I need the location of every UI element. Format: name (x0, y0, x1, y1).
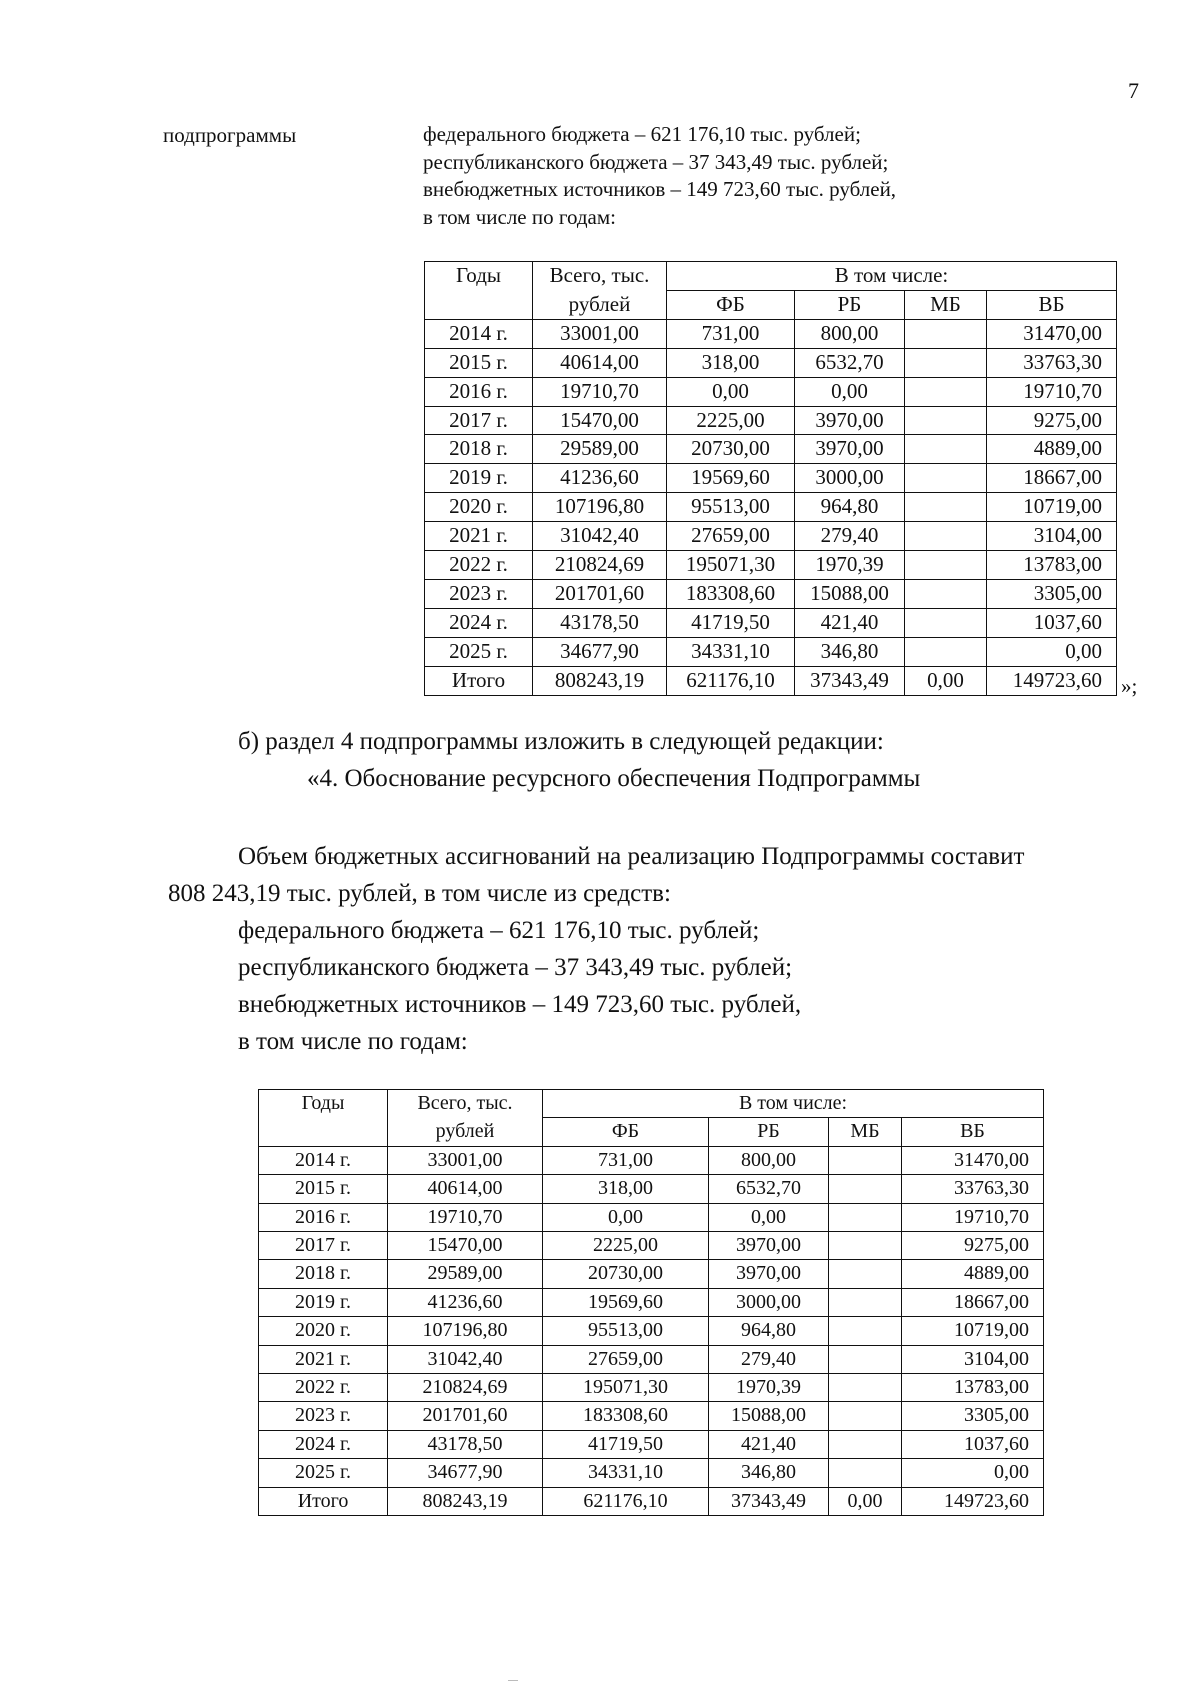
cell-vb: 13783,00 (987, 551, 1117, 580)
cell-rb: 421,40 (795, 608, 905, 637)
cell-total: 19710,70 (388, 1203, 543, 1231)
cell-mb (829, 1402, 902, 1430)
cell-mb (829, 1260, 902, 1288)
paragraph-line: внебюджетных источников – 149 723,60 тыс. рублей, (238, 991, 802, 1018)
table-row (425, 464, 1117, 493)
cell-fb: 27659,00 (543, 1345, 709, 1373)
header-mb: МБ (829, 1118, 902, 1146)
cell-rb: 6532,70 (795, 348, 905, 377)
header-fb: ФБ (543, 1118, 709, 1146)
cell-vb: 0,00 (987, 637, 1117, 666)
cell-rb: 37343,49 (709, 1487, 829, 1515)
table-row (259, 1232, 1044, 1260)
cell-vb: 4889,00 (902, 1260, 1044, 1288)
cell-year: 2022 г. (425, 551, 533, 580)
table-row (259, 1487, 1044, 1515)
cell-year: 2017 г. (425, 406, 533, 435)
cell-vb: 13783,00 (902, 1374, 1044, 1402)
cell-year: Итого (425, 666, 533, 695)
cell-total: 40614,00 (388, 1175, 543, 1203)
cell-total: 41236,60 (388, 1288, 543, 1316)
table-row (259, 1288, 1044, 1316)
paragraph-line: республиканского бюджета – 37 343,49 тыс. рублей; (238, 954, 793, 981)
cell-year: 2021 г. (425, 522, 533, 551)
cell-year: 2021 г. (259, 1345, 388, 1373)
cell-mb (829, 1232, 902, 1260)
cell-rb: 6532,70 (709, 1175, 829, 1203)
cell-mb (829, 1288, 902, 1316)
funding-table-section4 (258, 1089, 1044, 1516)
cell-rb: 0,00 (795, 377, 905, 406)
cell-mb (905, 377, 987, 406)
funding-summary-top (423, 121, 896, 231)
table-row (425, 551, 1117, 580)
section-b-instruction: б) раздел 4 подпрограммы изложить в следующей редакции: (238, 728, 884, 755)
cell-rb: 0,00 (709, 1203, 829, 1231)
cell-fb: 2225,00 (543, 1232, 709, 1260)
cell-vb: 3104,00 (902, 1345, 1044, 1373)
cell-fb: 0,00 (543, 1203, 709, 1231)
cell-vb: 0,00 (902, 1459, 1044, 1487)
cell-total: 33001,00 (533, 319, 667, 348)
cell-fb: 318,00 (543, 1175, 709, 1203)
cell-fb: 19569,60 (667, 464, 795, 493)
cell-mb (905, 435, 987, 464)
table-row (425, 579, 1117, 608)
cell-rb: 421,40 (709, 1430, 829, 1458)
table-row (259, 1175, 1044, 1203)
cell-fb: 95513,00 (667, 493, 795, 522)
cell-year: 2024 г. (259, 1430, 388, 1458)
cell-year: 2025 г. (259, 1459, 388, 1487)
cell-mb (829, 1203, 902, 1231)
cell-rb: 1970,39 (709, 1374, 829, 1402)
cell-rb: 3000,00 (709, 1288, 829, 1316)
cell-mb (905, 637, 987, 666)
paragraph-line: Объем бюджетных ассигнований на реализацию Подпрограммы составит (238, 843, 1025, 870)
cell-fb: 41719,50 (667, 608, 795, 637)
cell-mb: 0,00 (905, 666, 987, 695)
cell-rb: 800,00 (709, 1146, 829, 1174)
cell-year: 2018 г. (259, 1260, 388, 1288)
cell-total: 31042,40 (533, 522, 667, 551)
cell-fb: 41719,50 (543, 1430, 709, 1458)
cell-mb (829, 1459, 902, 1487)
table-header-row (425, 262, 1117, 291)
paragraph-line: федерального бюджета – 621 176,10 тыс. рублей; (238, 917, 760, 944)
cell-vb: 10719,00 (902, 1317, 1044, 1345)
cell-rb: 3970,00 (795, 406, 905, 435)
table-row (425, 522, 1117, 551)
cell-year: 2016 г. (259, 1203, 388, 1231)
summary-line: федерального бюджета – 621 176,10 тыс. рублей; (423, 122, 861, 146)
cell-mb: 0,00 (829, 1487, 902, 1515)
table-row (259, 1203, 1044, 1231)
cell-total: 210824,69 (533, 551, 667, 580)
cell-rb: 3970,00 (709, 1260, 829, 1288)
cell-year: 2016 г. (425, 377, 533, 406)
cell-total: 43178,50 (533, 608, 667, 637)
table-row (425, 666, 1117, 695)
cell-mb (905, 493, 987, 522)
cell-vb: 149723,60 (902, 1487, 1044, 1515)
header-including: В том числе: (543, 1090, 1044, 1118)
table-row (425, 435, 1117, 464)
cell-year: 2019 г. (425, 464, 533, 493)
cell-total: 34677,90 (388, 1459, 543, 1487)
cell-fb: 183308,60 (667, 579, 795, 608)
cell-mb (829, 1345, 902, 1373)
cell-year: 2020 г. (259, 1317, 388, 1345)
cell-year: 2023 г. (259, 1402, 388, 1430)
budget-paragraph (168, 838, 1138, 1060)
cell-total: 40614,00 (533, 348, 667, 377)
header-rb: РБ (795, 290, 905, 319)
cell-fb: 318,00 (667, 348, 795, 377)
header-including: В том числе: (667, 262, 1117, 291)
table-row (425, 319, 1117, 348)
cell-year: 2018 г. (425, 435, 533, 464)
cell-year: 2015 г. (425, 348, 533, 377)
cell-rb: 346,80 (709, 1459, 829, 1487)
header-years: Годы (259, 1090, 388, 1147)
cell-total: 210824,69 (388, 1374, 543, 1402)
cell-fb: 34331,10 (667, 637, 795, 666)
table-row (259, 1146, 1044, 1174)
cell-total: 201701,60 (533, 579, 667, 608)
cell-rb: 346,80 (795, 637, 905, 666)
table-row (425, 637, 1117, 666)
table-row (259, 1345, 1044, 1373)
cell-vb: 3305,00 (987, 579, 1117, 608)
cell-mb (905, 406, 987, 435)
cell-year: 2014 г. (425, 319, 533, 348)
cell-total: 201701,60 (388, 1402, 543, 1430)
cell-total: 808243,19 (388, 1487, 543, 1515)
cell-year: 2024 г. (425, 608, 533, 637)
table-row (259, 1430, 1044, 1458)
cell-fb: 27659,00 (667, 522, 795, 551)
cell-rb: 15088,00 (709, 1402, 829, 1430)
cell-vb: 33763,30 (987, 348, 1117, 377)
header-total: Всего, тыс. (388, 1090, 543, 1118)
cell-vb: 3104,00 (987, 522, 1117, 551)
closing-quote-mark: »; (1121, 674, 1138, 698)
cell-year: 2015 г. (259, 1175, 388, 1203)
cell-year: 2017 г. (259, 1232, 388, 1260)
cell-total: 34677,90 (533, 637, 667, 666)
table-row (259, 1459, 1044, 1487)
cell-rb: 800,00 (795, 319, 905, 348)
header-vb: ВБ (902, 1118, 1044, 1146)
cell-total: 808243,19 (533, 666, 667, 695)
header-mb: МБ (905, 290, 987, 319)
cell-total: 29589,00 (388, 1260, 543, 1288)
cell-fb: 20730,00 (667, 435, 795, 464)
cell-rb: 279,40 (795, 522, 905, 551)
cell-rb: 964,80 (795, 493, 905, 522)
table-row (259, 1374, 1044, 1402)
cell-fb: 195071,30 (667, 551, 795, 580)
cell-vb: 9275,00 (902, 1232, 1044, 1260)
cell-year: 2023 г. (425, 579, 533, 608)
cell-fb: 95513,00 (543, 1317, 709, 1345)
header-total-unit: рублей (388, 1118, 543, 1146)
cell-vb: 18667,00 (902, 1288, 1044, 1316)
cell-vb: 18667,00 (987, 464, 1117, 493)
table-row (425, 493, 1117, 522)
cell-total: 33001,00 (388, 1146, 543, 1174)
header-total: Всего, тыс. (533, 262, 667, 291)
cell-total: 15470,00 (388, 1232, 543, 1260)
cell-vb: 9275,00 (987, 406, 1117, 435)
cell-fb: 0,00 (667, 377, 795, 406)
cell-vb: 31470,00 (987, 319, 1117, 348)
cell-vb: 31470,00 (902, 1146, 1044, 1174)
table-header-row (259, 1090, 1044, 1118)
cell-rb: 279,40 (709, 1345, 829, 1373)
cell-year: 2025 г. (425, 637, 533, 666)
table-row (425, 406, 1117, 435)
funding-table-passport (424, 261, 1117, 696)
header-fb: ФБ (667, 290, 795, 319)
cell-rb: 15088,00 (795, 579, 905, 608)
cell-mb (829, 1175, 902, 1203)
cell-mb (905, 608, 987, 637)
table-row (259, 1402, 1044, 1430)
cell-vb: 149723,60 (987, 666, 1117, 695)
cell-fb: 731,00 (667, 319, 795, 348)
cell-vb: 4889,00 (987, 435, 1117, 464)
cell-mb (829, 1146, 902, 1174)
subprogram-label: подпрограммы (163, 123, 297, 147)
table-row (425, 608, 1117, 637)
cell-rb: 3970,00 (795, 435, 905, 464)
cell-vb: 19710,70 (902, 1203, 1044, 1231)
cell-total: 15470,00 (533, 406, 667, 435)
cell-mb (829, 1430, 902, 1458)
cell-fb: 195071,30 (543, 1374, 709, 1402)
summary-line: в том числе по годам: (423, 204, 616, 229)
cell-vb: 33763,30 (902, 1175, 1044, 1203)
cell-rb: 964,80 (709, 1317, 829, 1345)
cell-fb: 34331,10 (543, 1459, 709, 1487)
cell-total: 107196,80 (533, 493, 667, 522)
table-row (425, 377, 1117, 406)
cell-year: 2020 г. (425, 493, 533, 522)
cell-mb (905, 579, 987, 608)
cell-year: 2014 г. (259, 1146, 388, 1174)
cell-year: 2019 г. (259, 1288, 388, 1316)
cell-fb: 19569,60 (543, 1288, 709, 1316)
cell-fb: 2225,00 (667, 406, 795, 435)
cell-mb (905, 348, 987, 377)
cell-vb: 3305,00 (902, 1402, 1044, 1430)
scan-artifact (508, 1680, 518, 1681)
paragraph-line: в том числе по годам: (238, 1028, 468, 1055)
summary-line: внебюджетных источников – 149 723,60 тыс. рублей, (423, 177, 897, 201)
cell-fb: 20730,00 (543, 1260, 709, 1288)
paragraph-line: 808 243,19 тыс. рублей, в том числе из средств: (168, 880, 671, 907)
cell-mb (829, 1374, 902, 1402)
cell-vb: 10719,00 (987, 493, 1117, 522)
table-row (259, 1260, 1044, 1288)
cell-rb: 3000,00 (795, 464, 905, 493)
header-rb: РБ (709, 1118, 829, 1146)
cell-vb: 19710,70 (987, 377, 1117, 406)
cell-fb: 621176,10 (667, 666, 795, 695)
cell-mb (905, 319, 987, 348)
table-row (259, 1317, 1044, 1345)
summary-line: республиканского бюджета – 37 343,49 тыс. рублей; (423, 149, 889, 174)
cell-vb: 1037,60 (987, 608, 1117, 637)
cell-rb: 3970,00 (709, 1232, 829, 1260)
cell-vb: 1037,60 (902, 1430, 1044, 1458)
table-row (425, 348, 1117, 377)
cell-total: 29589,00 (533, 435, 667, 464)
cell-mb (905, 522, 987, 551)
header-total-unit: рублей (533, 290, 667, 319)
cell-fb: 621176,10 (543, 1487, 709, 1515)
cell-total: 107196,80 (388, 1317, 543, 1345)
cell-total: 19710,70 (533, 377, 667, 406)
cell-mb (829, 1317, 902, 1345)
page-number: 7 (1128, 78, 1139, 103)
cell-total: 31042,40 (388, 1345, 543, 1373)
cell-year: Итого (259, 1487, 388, 1515)
cell-rb: 37343,49 (795, 666, 905, 695)
header-vb: ВБ (987, 290, 1117, 319)
cell-mb (905, 464, 987, 493)
cell-total: 43178,50 (388, 1430, 543, 1458)
cell-total: 41236,60 (533, 464, 667, 493)
cell-mb (905, 551, 987, 580)
section-4-heading: «4. Обоснование ресурсного обеспечения Подпрограммы (307, 765, 921, 792)
cell-rb: 1970,39 (795, 551, 905, 580)
header-years: Годы (425, 262, 533, 320)
cell-year: 2022 г. (259, 1374, 388, 1402)
cell-fb: 183308,60 (543, 1402, 709, 1430)
cell-fb: 731,00 (543, 1146, 709, 1174)
